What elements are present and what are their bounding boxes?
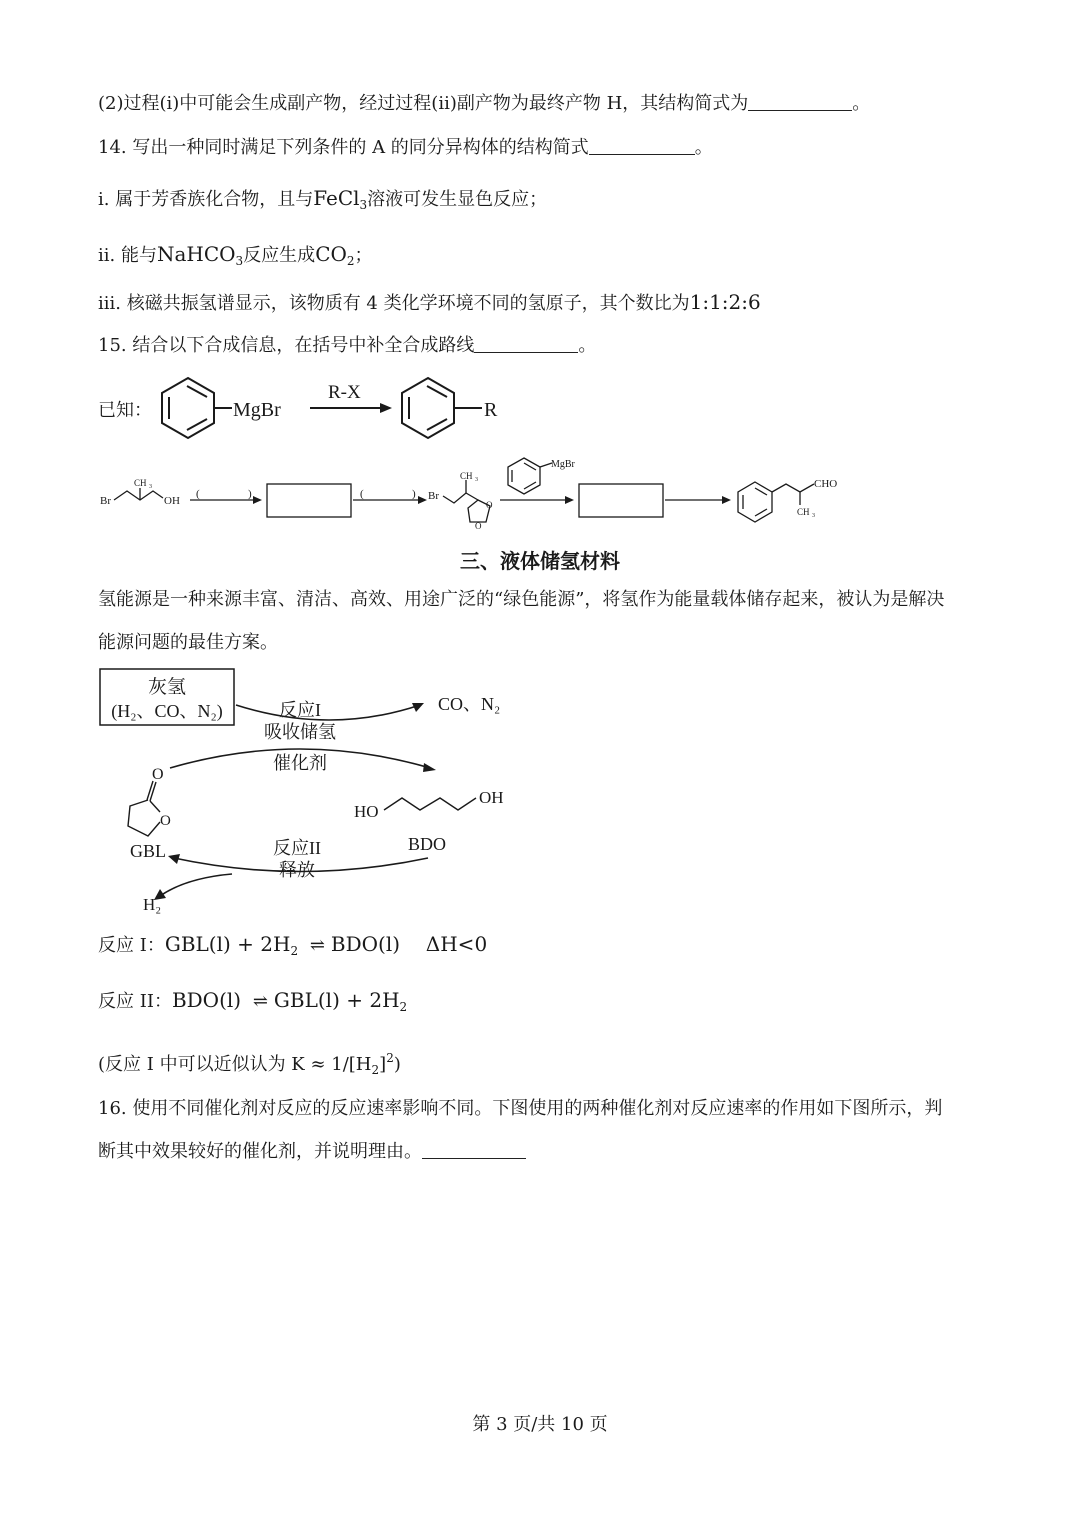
benzene-ring-icon — [508, 458, 540, 494]
arrow-head-icon — [722, 496, 731, 504]
page-number: 第 3 页/共 10 页 — [472, 1414, 608, 1435]
q14-stem: 14. 写出一种同时满足下列条件的 A 的同分异构体的结构简式 。 — [98, 137, 713, 158]
arrow-head-icon — [565, 496, 574, 504]
svg-text:O: O — [475, 521, 482, 531]
arrow-head-icon — [423, 763, 436, 772]
hydrogen-cycle-diagram — [0, 660, 600, 920]
arrow-head-icon — [418, 496, 427, 504]
gbl-label: GBL — [130, 841, 166, 861]
q14-condition-1: i. 属于芳香族化合物，且与FeCl$_3$溶液可发生显色反应； — [98, 186, 548, 212]
known-reagent: R-X — [328, 382, 361, 403]
route-start-oh: OH — [164, 495, 180, 507]
svg-text:3: 3 — [149, 484, 152, 490]
route-grignard: MgBr — [551, 459, 575, 470]
svg-text:(: ( — [360, 488, 364, 500]
q15-stem: 15. 结合以下合成信息，在括号中补全合成路线 。 — [98, 335, 597, 356]
answer-blank[interactable] — [474, 334, 578, 353]
benzene-ring-icon — [162, 378, 214, 438]
known-product: R — [484, 399, 498, 421]
ho-left: HO — [354, 802, 379, 821]
svg-text:CH: CH — [134, 478, 147, 488]
section-intro-2: 能源问题的最佳方案。 — [98, 632, 278, 653]
svg-text:CH: CH — [797, 507, 810, 517]
known-reactant: MgBr — [233, 399, 281, 421]
q13-part2-text: (2)过程(i)中可能会生成副产物，经过过程(ii)副产物为最终产物 H，其结构简式为 — [98, 93, 749, 114]
reaction2-desc: 释放 — [279, 860, 315, 880]
reaction1-desc: 吸收储氢 — [264, 722, 336, 742]
q16-line1: 16. 使用不同催化剂对反应的反应速率影响不同。下图使用的两种催化剂对反应速率的作用如下图所示，判 — [98, 1098, 943, 1119]
intermediate-box-2[interactable] — [579, 484, 663, 517]
products-top: CO、N₂ — [438, 694, 501, 714]
svg-text:): ) — [412, 488, 416, 500]
svg-text:CH: CH — [460, 471, 473, 481]
box-title: 灰氢 — [147, 677, 187, 698]
reagent-input-1[interactable] — [196, 482, 246, 499]
arrow-head-icon — [380, 403, 392, 413]
q16-line2: 断其中效果较好的催化剂，并说明理由。 — [98, 1140, 526, 1164]
section-intro-1: 氢能源是一种来源丰富、清洁、高效、用途广泛的“绿色能源”，将氢作为能量载体储存起来，被认为是解决 — [98, 589, 945, 610]
bdo-label: BDO — [408, 834, 447, 854]
box-content: (H₂、CO、N₂) — [111, 701, 223, 721]
gbl-ring-icon — [128, 781, 160, 836]
q14-condition-2: ii. 能与NaHCO$_3$反应生成$CO_2$； — [98, 242, 373, 268]
benzene-ring-icon — [402, 378, 454, 438]
q13-part2: (2)过程(i)中可能会生成副产物，经过过程(ii)副产物为最终产物 H，其结构简式为 。 — [98, 93, 871, 114]
svg-text:3: 3 — [475, 477, 478, 483]
o-carbonyl: O — [152, 766, 164, 783]
intermediate-box-1[interactable] — [267, 484, 351, 517]
svg-text:): ) — [248, 488, 252, 500]
reaction1-name: 反应I — [279, 700, 321, 720]
route-start-br: Br — [100, 495, 111, 507]
catalyst-label: 催化剂 — [273, 753, 327, 773]
answer-blank[interactable] — [589, 136, 695, 155]
reagent-input-2[interactable] — [360, 482, 410, 499]
arrow-head-icon — [253, 496, 262, 504]
reaction2-equation: 反应 II：BDO(l) ⇌ $GBL(l) + 2H_2$ — [98, 988, 408, 1014]
answer-blank[interactable] — [748, 92, 852, 111]
svg-text:O: O — [486, 500, 493, 510]
benzene-ring-icon — [738, 482, 772, 522]
arrow-head-icon — [168, 854, 180, 864]
reaction2-name: 反应II — [273, 838, 321, 858]
svg-text:(: ( — [196, 488, 200, 500]
svg-text:3: 3 — [812, 513, 815, 519]
h2-release: H₂ — [143, 895, 162, 914]
synthesis-scheme — [0, 360, 1080, 535]
route-cho: CHO — [814, 478, 838, 490]
o-ring: O — [160, 813, 171, 829]
reaction1-equation: 反应 I：$GBL(l) + 2H_2$ ⇌ BDO(l) ΔH<0 — [98, 932, 488, 958]
q14-condition-3: iii. 核磁共振氢谱显示，该物质有 4 类化学环境不同的氢原子，其个数比为1:1:2:6 — [98, 290, 761, 314]
route-mid-br: Br — [428, 490, 439, 502]
answer-blank[interactable] — [422, 1140, 526, 1159]
known-label: 已知： — [98, 400, 152, 420]
oh-right: OH — [479, 788, 504, 807]
equilibrium-note: (反应 I 中可以近似认为 $K \approx 1/[H_2]^2$) — [98, 1051, 401, 1077]
section-title: 三、液体储氢材料 — [460, 549, 620, 573]
